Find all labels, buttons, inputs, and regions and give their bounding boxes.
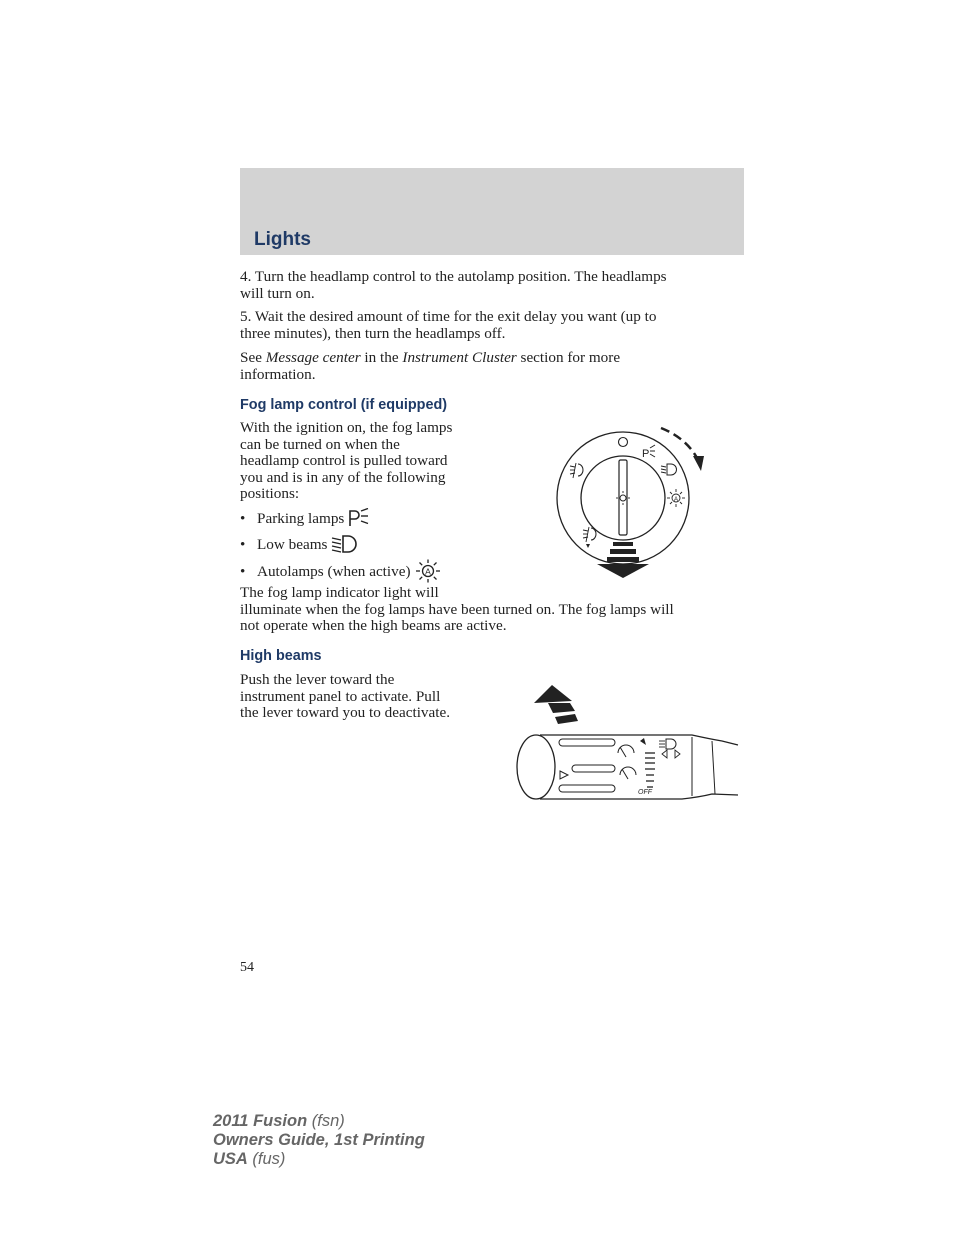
headlamp-control-illustration <box>550 420 718 586</box>
rotation-arrow-icon <box>693 456 704 471</box>
bullet-dot: • <box>240 509 246 527</box>
instrument-cluster-ref: Instrument Cluster <box>402 349 517 366</box>
message-center-ref: Message center <box>265 349 361 366</box>
see-mid: in the <box>360 349 403 366</box>
footer <box>213 1112 425 1169</box>
step-5-paragraph <box>240 309 656 342</box>
high-beams-line: Push the lever toward the <box>240 671 395 688</box>
bullet-low-beams <box>240 534 358 554</box>
autolamp-position-letter: A <box>673 497 679 503</box>
step-4-paragraph <box>240 269 667 302</box>
turn-signal-icon <box>662 750 680 758</box>
wiper-rear-icon <box>620 767 636 779</box>
high-beam-lever-icon <box>659 739 676 749</box>
lever-tip <box>517 735 555 799</box>
fog-intro-line: With the ignition on, the fog lamps <box>240 419 453 436</box>
fog-intro <box>240 420 452 503</box>
parking-lamp-icon <box>347 508 371 528</box>
see-post: section for more <box>516 349 621 366</box>
high-beams-text <box>240 672 450 722</box>
see-reference-paragraph <box>240 350 620 383</box>
bullet-dot: • <box>240 562 246 580</box>
low-beam-icon <box>330 534 358 554</box>
interval-arrow-icon <box>640 738 646 745</box>
bullet-label: Autolamps (when active) <box>257 562 411 580</box>
step-5-line-2: three minutes), then turn the headlamps off. <box>240 324 506 342</box>
bullet-dot: • <box>240 535 246 553</box>
bullet-label: Parking lamps <box>257 509 345 527</box>
page-number: 54 <box>240 960 254 975</box>
see-line-1 <box>240 350 620 367</box>
footer-model <box>213 1112 425 1131</box>
fog-after-paragraph <box>240 585 674 635</box>
washer-icon <box>560 771 568 779</box>
bullet-parking-lamps <box>240 508 371 528</box>
footer-guide-name: Owners Guide, 1st Printing <box>213 1131 425 1149</box>
fog-after-line: The fog lamp indicator light will <box>240 584 439 601</box>
autolamp-icon-letter: A <box>424 566 431 577</box>
fog-after-line: not operate when the high beams are active. <box>240 617 507 635</box>
high-beams-heading: High beams <box>240 648 322 664</box>
see-pre: See <box>240 349 266 366</box>
bullet-autolamps <box>240 559 442 583</box>
wiper-front-icon <box>618 745 634 757</box>
autolamp-icon <box>414 559 442 583</box>
interval-marks <box>645 753 655 787</box>
lever-off-label: OFF <box>638 789 652 796</box>
fog-intro-line: can be turned on when the <box>240 435 400 453</box>
footer-region-name: USA <box>213 1150 248 1168</box>
fog-after-line: illuminate when the fog lamps have been turned on. The fog lamps will <box>240 600 674 618</box>
high-beams-line: the lever toward you to deactivate. <box>240 704 451 722</box>
footer-model-name: 2011 Fusion <box>213 1112 308 1130</box>
wiper-grip-ridges <box>559 739 615 792</box>
lever-top-edge <box>540 735 738 745</box>
push-arrow-icon <box>534 685 578 724</box>
footer-region <box>213 1150 425 1169</box>
step-5-line-1: 5. Wait the desired amount of time for the exit delay you want (up to <box>240 308 657 325</box>
fog-intro-line: positions: <box>240 485 300 503</box>
section-title: Lights <box>254 229 311 250</box>
fog-intro-line: you and is in any of the following <box>240 468 446 486</box>
fog-intro-line: headlamp control is pulled toward <box>240 452 448 470</box>
step-4-line-2: will turn on. <box>240 284 315 302</box>
footer-model-code: (fsn) <box>307 1112 345 1130</box>
footer-guide <box>213 1131 425 1150</box>
see-line-2: information. <box>240 365 316 383</box>
multifunction-lever-illustration <box>512 683 742 805</box>
parking-position-letter: P <box>642 448 650 460</box>
header-band <box>240 168 744 255</box>
fog-heading: Fog lamp control (if equipped) <box>240 397 448 413</box>
step-4-line-1: 4. Turn the headlamp control to the autolamp position. The headlamps <box>240 268 667 285</box>
bullet-label: Low beams <box>257 535 328 553</box>
lever-collar-edge <box>712 741 715 794</box>
high-beams-line: instrument panel to activate. Pull <box>240 687 441 705</box>
footer-region-code: (fus) <box>247 1150 286 1168</box>
